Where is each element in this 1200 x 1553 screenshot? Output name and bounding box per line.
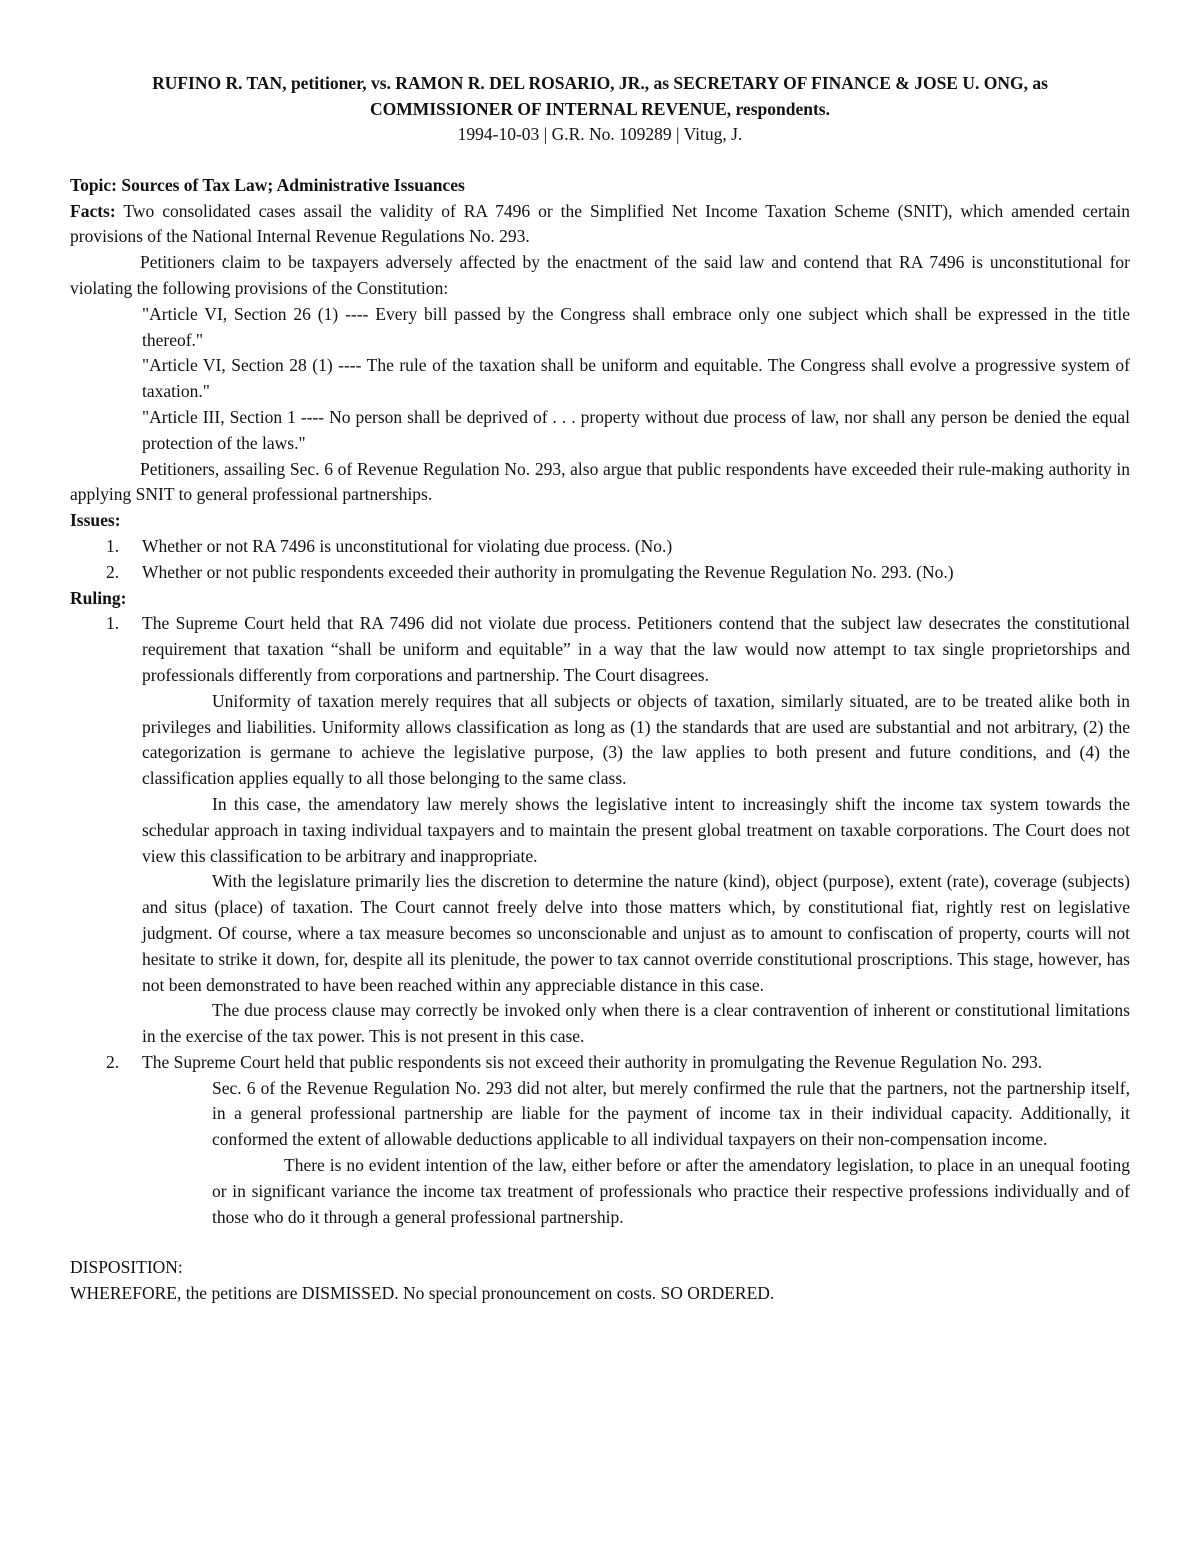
ruling-2-paragraph-3: There is no evident intention of the law, either before or after the amendatory legislation, to place in an unequal footing or in significant variance the income tax treatment of professionals who practice their respective professions individually and of those who do it through a general professional partnership. <box>212 1155 1130 1227</box>
issue-text: Whether or not public respondents exceeded their authority in promulgating the Revenue Regulation No. 293. (No.) <box>142 561 954 582</box>
ruling-number: 1. <box>106 613 120 634</box>
ruling-item-1 <box>70 611 1130 1050</box>
ruling-1-paragraph-3: In this case, the amendatory law merely shows the legislative intent to increasingly shift the income tax system towards the schedular approach in taxing individual taxpayers and to maintain the present global treatment on taxable corporations. The Court does not view this classification to be arbitrary and inappropriate. <box>142 793 1130 866</box>
topic-heading: Topic: Sources of Tax Law; Administrative Issuances <box>70 174 465 195</box>
ruling-1-paragraph-5: The due process clause may correctly be invoked only when there is a clear contravention of inherent or constitutional limitations in the exercise of the tax power. This is not present in this case. <box>142 1000 1130 1047</box>
ruling-1-paragraph-4: With the legislature primarily lies the discretion to determine the nature (kind), object (purpose), extent (rate), coverage (subjects) and situs (place) of taxation. The Court cannot freely delve into those matters which, by constitutional fiat, rightly rest on legislative judgment. Of course, where a tax measure becomes so unconscionable and unjust as to amount to confiscation of property, courts will not hesitate to strike it down, for, despite all its plenitude, the power to tax cannot override constitutional proscriptions. This stage, however, has not been demonstrated to have been reached within any appreciable distance in this case. <box>142 871 1130 995</box>
facts-paragraph-1 <box>70 199 1130 251</box>
disposition-text: WHEREFORE, the petitions are DISMISSED. No special pronouncement on costs. SO ORDERED. <box>70 1283 775 1304</box>
issue-item <box>70 534 1130 560</box>
constitution-quote-1: "Article VI, Section 26 (1) ---- Every bill passed by the Congress shall embrace only one subject which shall be expressed in the title thereof." <box>142 303 1130 350</box>
case-digest-page <box>70 70 1130 1307</box>
constitution-quote-2: "Article VI, Section 28 (1) ---- The rule of the taxation shall be uniform and equitable. The Congress shall evolve a progressive system of taxation." <box>142 355 1130 402</box>
ruling-item-2 <box>70 1050 1130 1231</box>
issue-number: 1. <box>106 535 120 556</box>
case-title-line-2: COMMISSIONER OF INTERNAL REVENUE, respondents. <box>370 99 830 119</box>
ruling-2-paragraph-2: Sec. 6 of the Revenue Regulation No. 293 did not alter, but merely confirmed the rule that the partners, not the partnership itself, in a general professional partnership are liable for the payment of income tax in their individual capacity. Additionally, it conformed the extent of allowable deductions applicable to all individual taxpayers on their non-compensation income. <box>212 1077 1130 1150</box>
facts-label: Facts: <box>70 200 116 221</box>
ruling-2-lead: The Supreme Court held that public respondents sis not exceed their authority in promulgating the Revenue Regulation No. 293. <box>142 1051 1043 1072</box>
disposition-heading: DISPOSITION: <box>70 1257 183 1278</box>
issue-item <box>70 560 1130 586</box>
facts-paragraph-2: Petitioners claim to be taxpayers adversely affected by the enactment of the said law and contend that RA 7496 is unconstitutional for violating the following provisions of the Constitution: <box>70 252 1130 298</box>
case-title-line-1: RUFINO R. TAN, petitioner, vs. RAMON R. DEL ROSARIO, JR., as SECRETARY OF FINANCE & JOSE U. ONG, as <box>152 73 1048 93</box>
ruling-number: 2. <box>106 1051 120 1072</box>
facts-text-1: Two consolidated cases assail the validity of RA 7496 or the Simplified Net Income Taxation Scheme (SNIT), which amended certain provisions of the National Internal Revenue Regulations No. 293. <box>70 200 1130 247</box>
facts-paragraph-3: Petitioners, assailing Sec. 6 of Revenue Regulation No. 293, also argue that public respondents have exceeded their rule-making authority in applying SNIT to general professional partnerships. <box>70 458 1130 505</box>
ruling-heading: Ruling: <box>70 587 127 608</box>
disposition-section <box>70 1255 1130 1307</box>
case-title <box>70 70 1130 122</box>
constitution-quote-3: "Article III, Section 1 ---- No person shall be deprived of . . . property without due process of law, nor shall any person be denied the equal protection of the laws." <box>142 406 1130 453</box>
ruling-list <box>70 611 1130 1230</box>
issue-number: 2. <box>106 561 120 582</box>
ruling-1-paragraph-2: Uniformity of taxation merely requires that all subjects or objects of taxation, similarly situated, are to be treated alike both in privileges and liabilities. Uniformity allows classification as long as (1) the standards that are used are substantial and not arbitrary, (2) the categorization is germane to achieve the legislative purpose, (3) the law applies to both present and future conditions, and (4) the classification applies equally to all those belonging to the same class. <box>142 690 1130 789</box>
issue-text: Whether or not RA 7496 is unconstitutional for violating due process. (No.) <box>142 535 673 556</box>
ruling-1-lead: The Supreme Court held that RA 7496 did not violate due process. Petitioners contend that the subject law desecrates the constitutional requirement that taxation “shall be uniform and equitable” in a way that the law would now attempt to tax single proprietorships and professionals differently from corporations and partnership. The Court disagrees. <box>142 613 1130 685</box>
issues-heading: Issues: <box>70 510 121 531</box>
issues-list <box>70 534 1130 586</box>
case-meta: 1994-10-03 | G.R. No. 109289 | Vitug, J. <box>457 124 743 144</box>
